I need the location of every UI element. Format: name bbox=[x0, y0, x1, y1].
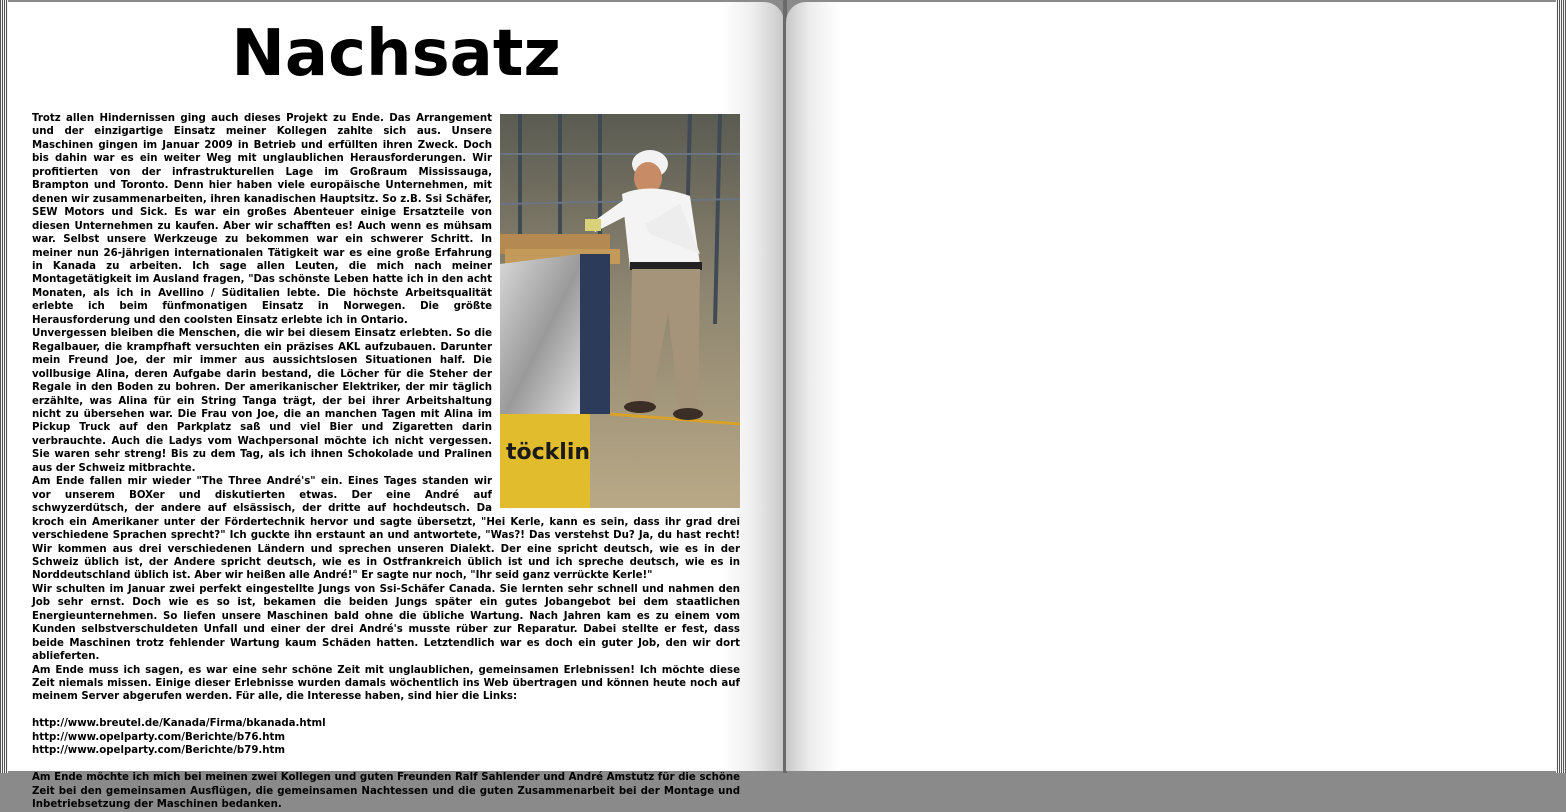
closing-paragraph: Am Ende möchte ich mich bei meinen zwei Kollegen und guten Freunden Ralf Sahlender und André Amstutz für die schöne Zeit bei den gemeinsamen Ausflügen, die gemeinsamen Nachtessen und die guten Zusammenarbeit bei der Montage und Inbetriebsetzung der Maschinen bedanken. bbox=[32, 772, 740, 811]
paragraph-1: Trotz allen Hindernissen ging auch dieses Projekt zu Ende. Das Arrangement und der einzigartige Einsatz meiner Kollegen zahlte sich aus. Unsere Maschinen gingen im Januar 2009 in Betrieb und erfüllten ihren Zweck. Doch bis dahin war es ein weiter Weg mit unglaublichen Herausforderungen. Wir profitierten von der infrastrukturellen Lage im Großraum Mississauga, Brampton und Toronto. Denn hier haben viele europäische Unternehmen, mit denen wir zusammenarbeiten, ihren kanadischen Hauptsitz. So z.B. Ssi Schäfer, SEW Motors und Sick. Es war ein großes Abenteuer einige Ersatzteile von diesen Unternehmen zu kaufen. Aber wir schafften es! Auch wenn es mühsam war. Selbst unsere Werkzeuge zu bekommen war ein schwerer Schritt. In meiner nun 26-jährigen internationalen Tätigkeit war es eine große Erfahrung in Kanada zu arbeiten. Ich sage allen Leuten, die mich nach meiner Montagetätigkeit im Ausland fragen, "Das schönste Leben hatte ich in den acht Monaten, als ich in Avellino / Süditalien lebte. Die höchste Arbeitsqualität erlebte ich beim fünfmonatigen Einsatz in Norwegen. Die größte Herausforderung und den coolsten Einsatz erlebte ich in Ontario. bbox=[32, 113, 492, 326]
link-3[interactable]: http://www.opelparty.com/Berichte/b79.htm bbox=[32, 745, 286, 757]
paragraph-5: Am Ende muss ich sagen, es war eine sehr schöne Zeit mit unglaublichen, gemeinsamen Erlebnissen! Ich möchte diese Zeit niemals missen. Einige dieser Erlebnisse wurden damals wöchentlich ins Web übertragen und können heute noch auf meinem Server abgerufen werden. Für alle, die Interesse haben, sind hier die Links: bbox=[32, 664, 740, 703]
page-edges-left bbox=[0, 0, 8, 773]
paragraph-3: Am Ende fallen mir wieder "The Three André's" ein. Eines Tages standen wir vor unserem BOXer und diskutierten etwas. Der eine André auf schwyzerdütsch, der andere auf elsässisch, der dritte auf hochdeutsch. Da kroch ein Amerikaner unter der Fördertechnik hervor und sagte übersetzt, "Hei Kerle, kann es sein, dass ihr grad drei verschiedene Sprachen sprecht?" Ich guckte ihn erstaunt an und antwortete, "Was?! Das verstehst Du? Ja, du hast recht! Wir kommen aus drei verschiedenen Ländern und sprechen unseren Dialekt. Der eine spricht deutsch, wie es in der Schweiz üblich ist, der Andere spricht deutsch, wie es in Ostfrankreich üblich ist und ich spreche deutsch, wie es in Norddeutschland üblich ist. Aber wir heißen alle André!" Er sagte nur noch, "Ihr seid ganz verrückte Kerle!" bbox=[32, 476, 740, 582]
link-1[interactable]: http://www.breutel.de/Kanada/Firma/bkanada.html bbox=[32, 718, 326, 730]
spacer bbox=[32, 704, 740, 717]
links-list bbox=[32, 717, 740, 757]
worker-photo bbox=[500, 114, 740, 508]
spacer bbox=[32, 758, 740, 771]
box-brand-text: töcklin bbox=[506, 440, 591, 465]
right-page-blank bbox=[786, 2, 1556, 771]
link-2[interactable]: http://www.opelparty.com/Berichte/b76.htm bbox=[32, 731, 286, 743]
left-page bbox=[8, 2, 784, 811]
page-edges-right bbox=[1556, 0, 1566, 773]
page-content bbox=[32, 112, 740, 812]
page-title: Nachsatz bbox=[231, 17, 561, 91]
paragraph-4: Wir schulten im Januar zwei perfekt eingestellte Jungs von Ssi-Schäfer Canada. Sie lernten sehr schnell und nahmen den Job sehr ernst. Doch wie es so ist, bekamen die beiden Jungs später ein gutes Jobangebot bei dem staatlichen Energieunternehmen. So liefen unsere Maschinen bald ohne die übliche Wartung. Nach Jahren kam es zu einem vom Kunden selbstverschuldeten Unfall und einer der drei André's musste rüber zur Reparatur. Dabei stellte er fest, dass beide Maschinen trotz fehlender Wartung kaum Schäden hatten. Letztendlich war es doch ein guter Job, den wir dort ablieferten. bbox=[32, 583, 740, 663]
paragraph-2: Unvergessen bleiben die Menschen, die wir bei diesem Einsatz erlebten. So die Regalbauer, die krampfhaft versuchten ein präzises AKL aufzubauen. Darunter mein Freund Joe, der mir immer aus aussichtslosen Situationen half. Die vollbusige Alina, deren Aufgabe darin bestand, die Löcher für die Steher der Regale in den Boden zu bohren. Der amerikanischer Elektriker, der mir täglich erzählte, was Alina für ein String Tanga trägt, der bei ihrer Arbeitshaltung nicht zu übersehen war. Die Frau von Joe, die an manchen Tagen mit Alina im Pickup Truck auf den Parkplatz saß und viel Bier und Zigaretten darin verbrauchte. Auch die Ladys vom Wachpersonal möchte ich nicht vergessen. Sie waren sehr streng! Bis zu dem Tag, als ich ihnen Schokolade und Pralinen aus der Schweiz mitbrachte. bbox=[32, 328, 492, 474]
